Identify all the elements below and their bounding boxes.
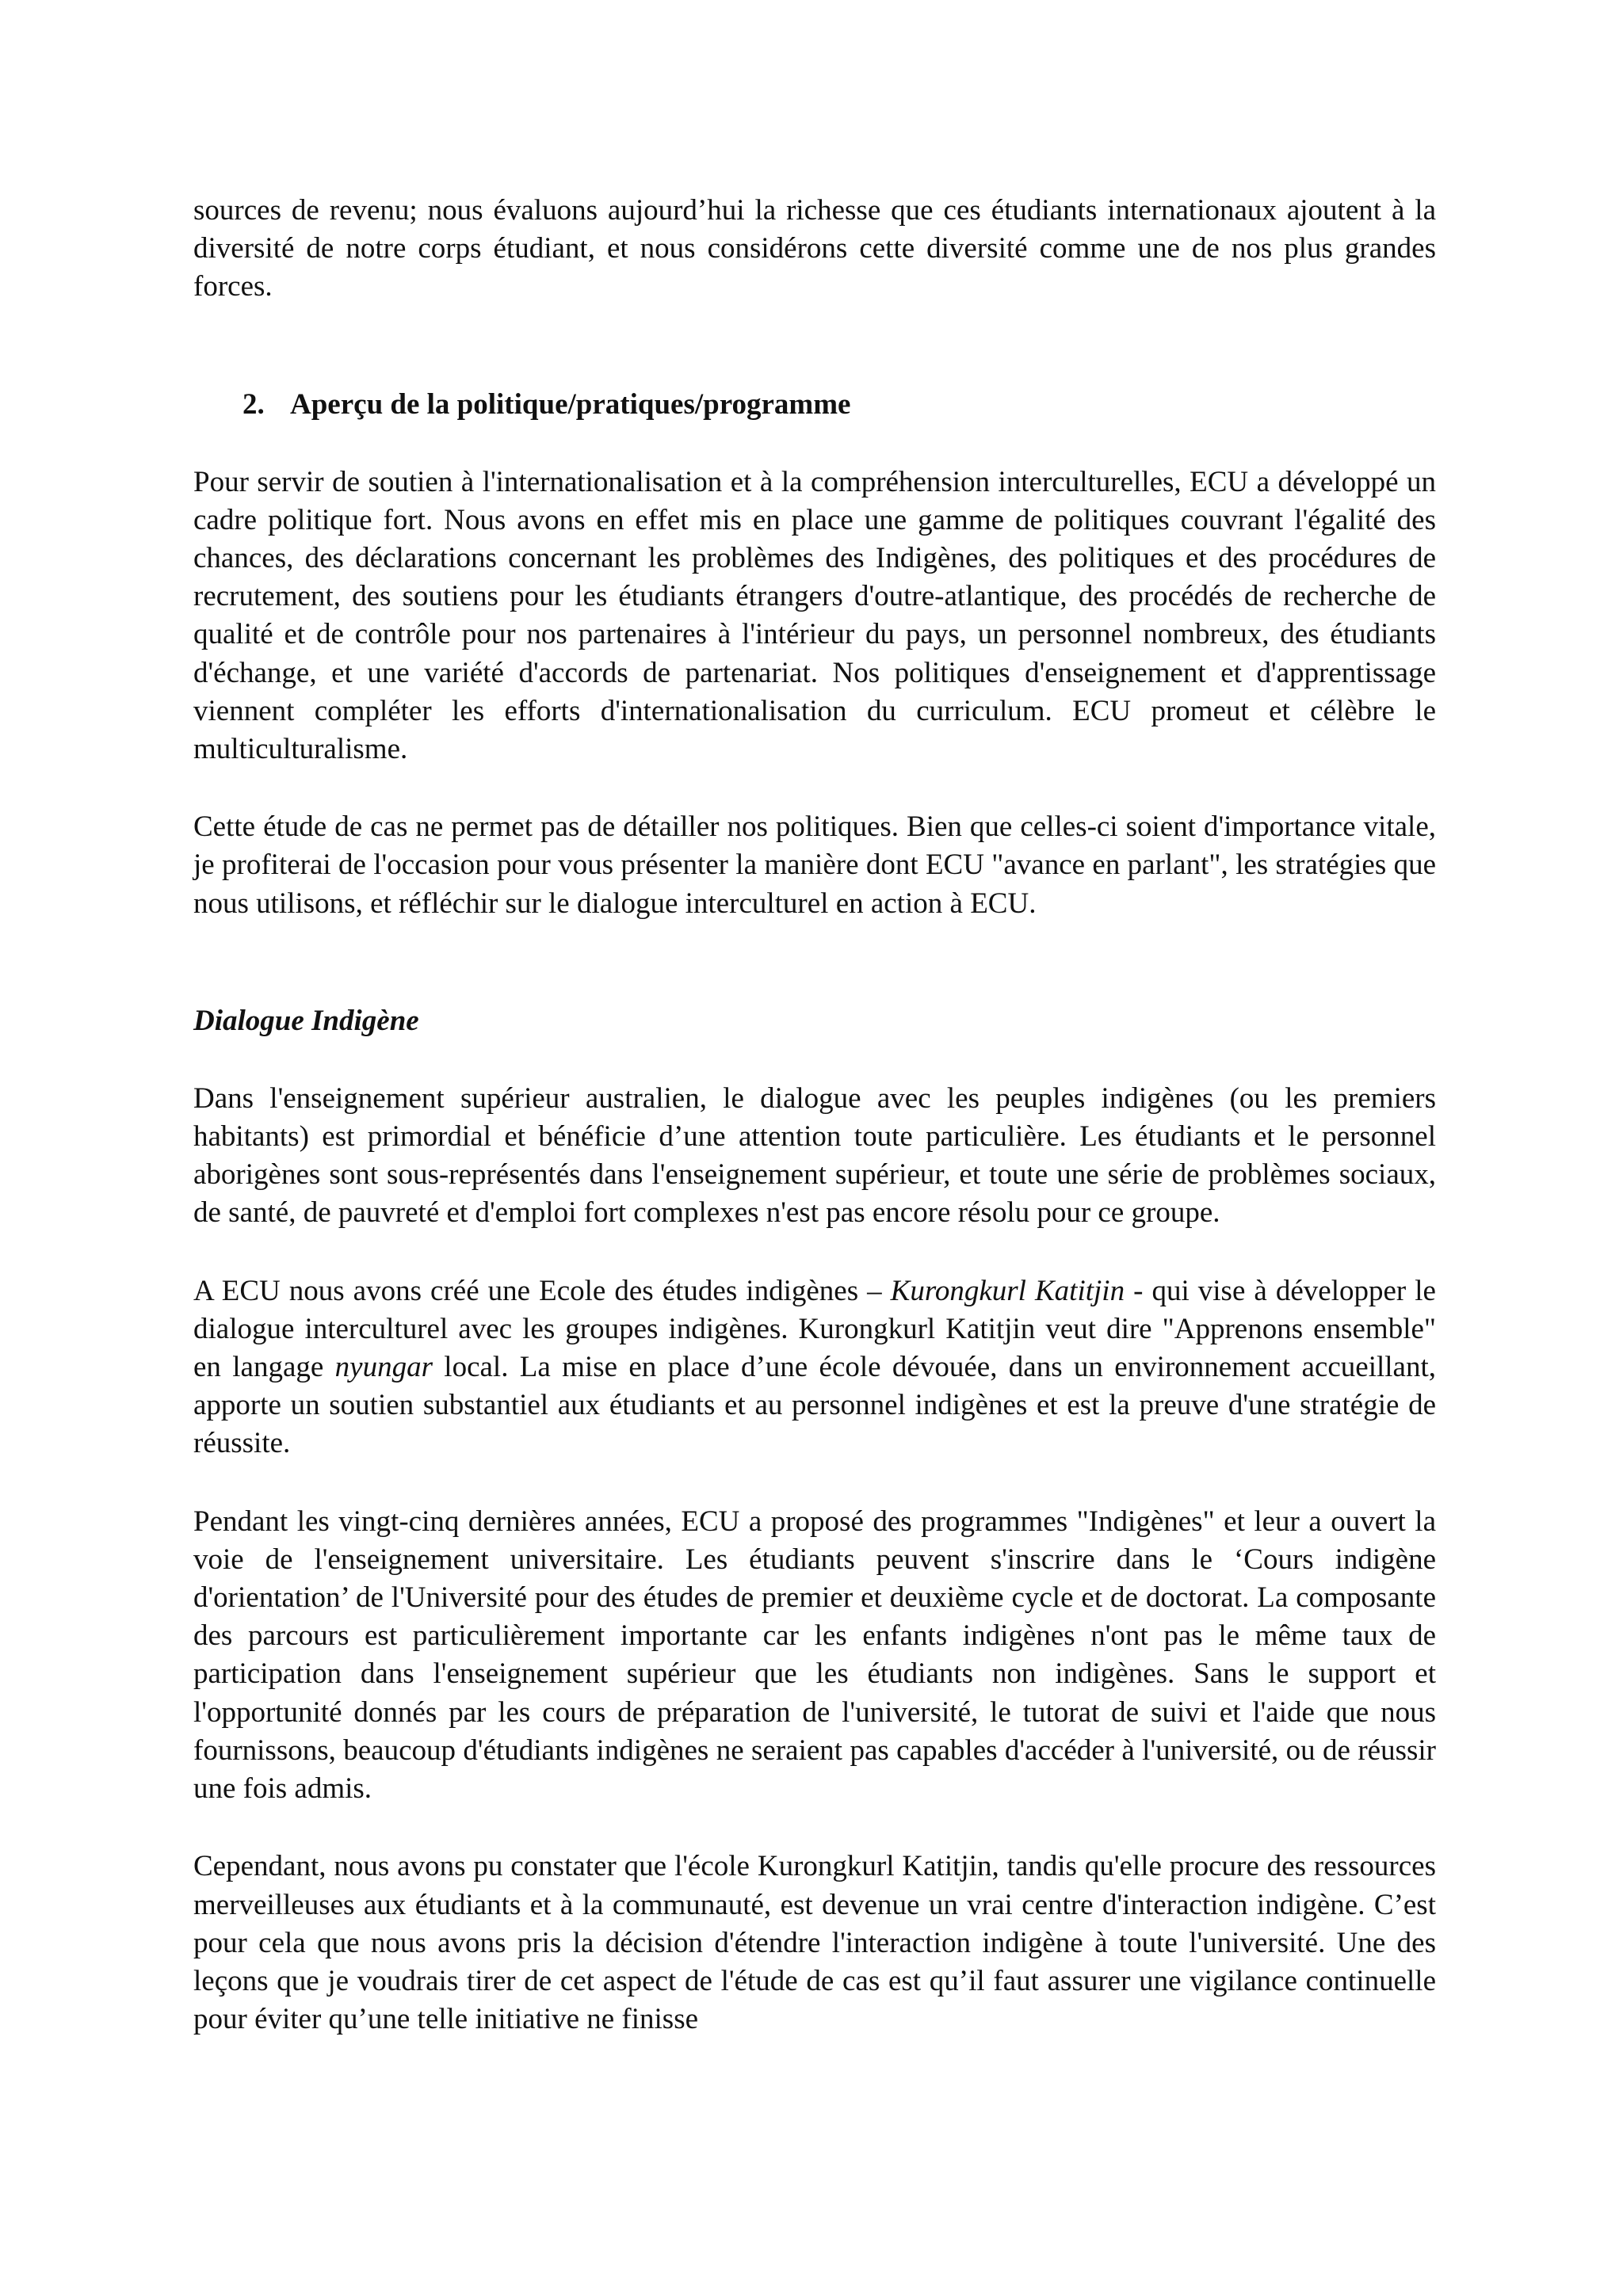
spacer [193, 1808, 1436, 1848]
paragraph-indigenous-programs: Pendant les vingt-cinq dernières années, ECU a proposé des programmes "Indigènes" et leur a ouvert la voie de l'enseignement universitaire. Les étudiants peuvent s'inscrire dans le ‘Cours indigène d'orientation’ de l'Université pour des études de premier et deuxième cycle et de doctorat. La composante des parcours est particulièrement importante car les enfants indigènes n'ont pas le même taux de participation dans l'enseignement supérieur que les étudiants non indigènes. Sans le support et l'opportunité donnés par les cours de préparation de l'université, le tutorat de suivi et l'aide que nous fournissons, beaucoup d'étudiants indigènes ne seraient pas capables d'accéder à l'université, ou de réussir une fois admis. [193, 1505, 1436, 1806]
paragraph-policy-framework: Pour servir de soutien à l'internationalisation et à la compréhension interculturelles, ECU a développé un cadre politique fort. Nous avons en effet mis en place une gamme de politiques couvrant l'égalité des chances, des déclarations concernant les problèmes des Indigènes, des politiques et des procédures de recrutement, des soutiens pour les étudiants étrangers d'outre-atlantique, des procédés de recherche de qualité et de contrôle pour nos partenaires à l'intérieur du pays, un personnel nombreux, des étudiants d'échange, et une variété d'accords de partenariat. Nos politiques d'enseignement et d'apprentissage viennent compléter les efforts d'internationalisation du curriculum. ECU promeut et célèbre le multiculturalisme. [193, 465, 1436, 766]
spacer [193, 923, 1436, 1002]
section-heading-overview [193, 386, 1436, 424]
spacer [193, 307, 1436, 386]
paragraph-university-wide-interaction: Cependant, nous avons pu constater que l'école Kurongkurl Katitjin, tandis qu'elle procure des ressources merveilleuses aux étudiants et à la communauté, est devenue un vrai centre d'interaction indigène. C’est pour cela que nous avons pris la décision d'étendre l'interaction indigène à toute l'université. Une des leçons que je voudrais tirer de cet aspect de l'étude de cas est qu’il faut assurer une vigilance continuelle pour éviter qu’une telle initiative ne finisse [193, 1850, 1436, 2036]
paragraph-kurongkurl-school [193, 1272, 1436, 1463]
spacer [193, 424, 1436, 463]
school-name-italic: Kurongkurl Katitjin [890, 1274, 1125, 1307]
paragraph-revenue-diversity: sources de revenu; nous évaluons aujourd’hui la richesse que ces étudiants internationaux ajoutent à la diversité de notre corps étudiant, et nous considérons cette diversité comme une de nos plus grandes forces. [193, 194, 1436, 303]
spacer [193, 769, 1436, 808]
language-name-italic: nyungar [334, 1351, 433, 1384]
text-run: - qui vise à développer le dialogue interculturel avec les groupes indigènes. Kurongkurl Katitjin veut dire "Apprenons ensemble" en langage [193, 1274, 1436, 1384]
section-number: 2. [242, 387, 265, 421]
spacer [193, 1233, 1436, 1272]
section-title: Aperçu de la politique/pratiques/programme [290, 387, 851, 421]
spacer [193, 1040, 1436, 1080]
page-content [193, 192, 1436, 2039]
paragraph-case-study-scope: Cette étude de cas ne permet pas de détailler nos politiques. Bien que celles-ci soient d'importance vitale, je profiterai de l'occasion pour vous présenter la manière dont ECU "avance en parlant", les stratégies que nous utilisons, et réfléchir sur le dialogue interculturel en action à ECU. [193, 810, 1436, 920]
paragraph-indigenous-dialogue: Dans l'enseignement supérieur australien, le dialogue avec les peuples indigènes (ou les premiers habitants) est primordial et bénéficie d’une attention toute particulière. Les étudiants et le personnel aborigènes sont sous-représentés dans l'enseignement supérieur, et toute une série de problèmes sociaux, de santé, de pauvreté et d'emploi fort complexes n'est pas encore résolu pour ce groupe. [193, 1081, 1436, 1230]
text-run: local. La mise en place d’une école dévouée, dans un environnement accueillant, apporte un soutien substantiel aux étudiants et au personnel indigènes et est la preuve d'une stratégie de réussite. [193, 1351, 1436, 1460]
spacer [193, 1463, 1436, 1503]
subheading-dialogue-indigene: Dialogue Indigène [193, 1004, 419, 1037]
text-run: A ECU nous avons créé une Ecole des études indigènes – [193, 1274, 891, 1307]
